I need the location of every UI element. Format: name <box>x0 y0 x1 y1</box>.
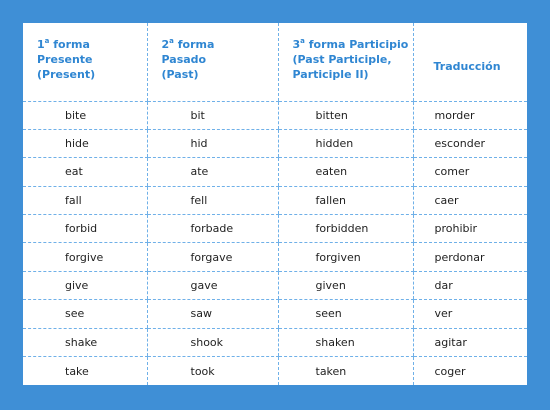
cell-past: bit <box>147 101 278 129</box>
cell-participle: given <box>278 271 413 299</box>
cell-past: hid <box>147 129 278 157</box>
cell-participle: seen <box>278 300 413 328</box>
header-participle: 3$^a$ forma Participio (Past Participle, Participle II) <box>278 23 413 101</box>
cell-past: shook <box>147 328 278 356</box>
cell-participle: fallen <box>278 186 413 214</box>
cell-participle: hidden <box>278 129 413 157</box>
header-translation: Traducción <box>413 23 527 101</box>
cell-present: bite <box>23 101 147 129</box>
cell-present: eat <box>23 158 147 186</box>
cell-participle: eaten <box>278 158 413 186</box>
cell-present: forbid <box>23 215 147 243</box>
cell-present: forgive <box>23 243 147 271</box>
cell-past: gave <box>147 271 278 299</box>
cell-translation: morder <box>413 101 527 129</box>
table-row <box>23 328 527 356</box>
cell-translation: esconder <box>413 129 527 157</box>
cell-participle: bitten <box>278 101 413 129</box>
cell-translation: caer <box>413 186 527 214</box>
table-body <box>23 101 527 385</box>
cell-translation: agitar <box>413 328 527 356</box>
cell-past: forbade <box>147 215 278 243</box>
verb-table-card <box>23 23 527 385</box>
table-row <box>23 300 527 328</box>
header-present: 1$^a$ forma Presente (Present) <box>23 23 147 101</box>
table-row <box>23 271 527 299</box>
cell-present: see <box>23 300 147 328</box>
cell-past: saw <box>147 300 278 328</box>
cell-past: forgave <box>147 243 278 271</box>
cell-participle: forbidden <box>278 215 413 243</box>
cell-present: shake <box>23 328 147 356</box>
table-row <box>23 186 527 214</box>
table-row <box>23 129 527 157</box>
table-row <box>23 215 527 243</box>
table-row <box>23 158 527 186</box>
cell-past: fell <box>147 186 278 214</box>
cell-past: took <box>147 357 278 385</box>
cell-participle: forgiven <box>278 243 413 271</box>
cell-translation: prohibir <box>413 215 527 243</box>
table-row <box>23 357 527 385</box>
cell-participle: taken <box>278 357 413 385</box>
cell-present: fall <box>23 186 147 214</box>
cell-present: give <box>23 271 147 299</box>
cell-translation: perdonar <box>413 243 527 271</box>
cell-translation: comer <box>413 158 527 186</box>
cell-participle: shaken <box>278 328 413 356</box>
cell-past: ate <box>147 158 278 186</box>
cell-present: take <box>65 364 89 378</box>
header-past: 2$^a$ forma Pasado (Past) <box>147 23 278 101</box>
table-row <box>23 101 527 129</box>
table-row <box>23 243 527 271</box>
cell-present: hide <box>23 129 147 157</box>
cell-translation: dar <box>413 271 527 299</box>
irregular-verbs-table <box>23 23 527 385</box>
cell-translation: coger <box>413 357 527 385</box>
header-row <box>23 23 527 101</box>
cell-translation: ver <box>413 300 527 328</box>
